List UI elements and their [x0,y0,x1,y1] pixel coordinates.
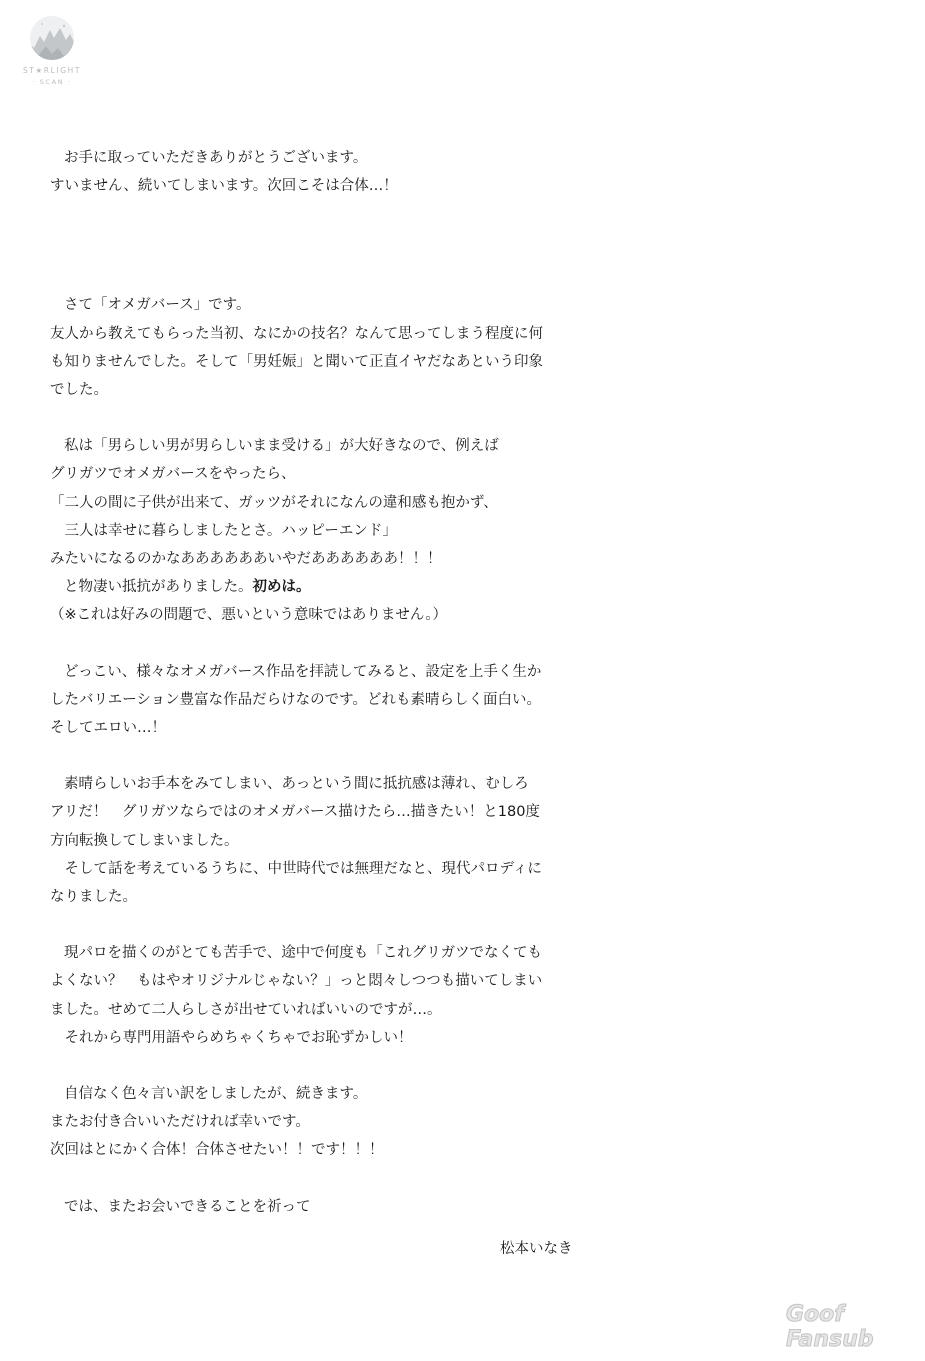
mountain-circle-icon [24,14,80,64]
text-line: 私は「男らしい男が男らしいまま受ける」が大好きなので、例えば [64,438,499,455]
text-line: すいません、続いてしまいます。次回こそは合体…！ [50,178,398,195]
text-line: 自信なく色々言い訳をしましたが、続きます。 [64,1086,368,1103]
text-line: でした。 [50,382,108,399]
text-line: またお付き合いいただければ幸いです。 [50,1114,310,1131]
text-line: よくない？ もはやオリジナルじゃない？」っと悶々しつつも描いてしまい [50,973,543,990]
text-line: 素晴らしいお手本をみてしまい、あっという間に抵抗感は薄れ、むしろ [64,776,529,793]
text-line: なりました。 [50,889,137,906]
resist-text: と物凄い抵抗がありました。 [64,579,253,596]
logo-name: ST★RLIGHT [22,66,82,75]
text-line: 方向転換してしまいました。 [50,832,239,849]
logo-subtitle: · SCAN · [32,78,72,86]
text-line: 次回はとにかく合体！合体させたい！！です！！！ [50,1142,384,1159]
resist-line [50,573,610,601]
text-line: さて「オメガバース」です。 [64,297,251,314]
text-line: （※これは好みの問題で、悪いという意味ではありません。） [50,607,447,624]
fansub-watermark: Goof Fansub [786,1302,874,1352]
text-line: も知りませんでした。そして「男妊娠」と聞いて正直イヤだなあという印象 [50,353,543,370]
text-line: 友人から教えてもらった当初、なにかの技名？なんて思ってしまう程度に何 [50,325,543,342]
text-line: 三人は幸せに暮らしましたとさ。ハッピーエンド」 [50,522,397,539]
resist-emphasis: 初めは。 [252,579,311,596]
text-line: そして話を考えているうちに、中世時代では無理だなと、現代パロディに [50,860,542,877]
starlight-scan-logo [18,14,86,94]
text-line: 「二人の間に子供が出来て、ガッツがそれになんの違和感も抱かず、 [50,494,498,511]
text-line: そしてエロい…！ [50,720,166,737]
text-line: お手に取っていただきありがとうございます。 [64,150,368,166]
text-line: 現パロを描くのがとても苦手で、途中で何度も「これグリガツでなくても [64,945,543,962]
text-line: アリだ！ グリガツならではのオメガバース描けたら…描きたい！と180度 [50,804,540,821]
afterword-text [50,144,610,1221]
text-line: どっこい、様々なオメガバース作品を拝読してみると、設定を上手く生か [64,663,542,680]
text-line: したバリエーション豊富な作品だらけなのです。どれも素晴らしく面白い。 [50,691,541,708]
text-line: みたいになるのかなああああああいやだああああああ！！！ [50,551,442,568]
text-line: それから専門用語やらめちゃくちゃでお恥ずかしい！ [50,1029,413,1046]
text-line: では、またお会いできることを祈って [64,1198,311,1215]
author-signature: 松本いなき [500,1241,573,1257]
text-line: グリガツでオメガバースをやったら、 [50,466,296,483]
text-line: ました。せめて二人らしさが出せていればいいのですが…。 [50,1001,442,1018]
